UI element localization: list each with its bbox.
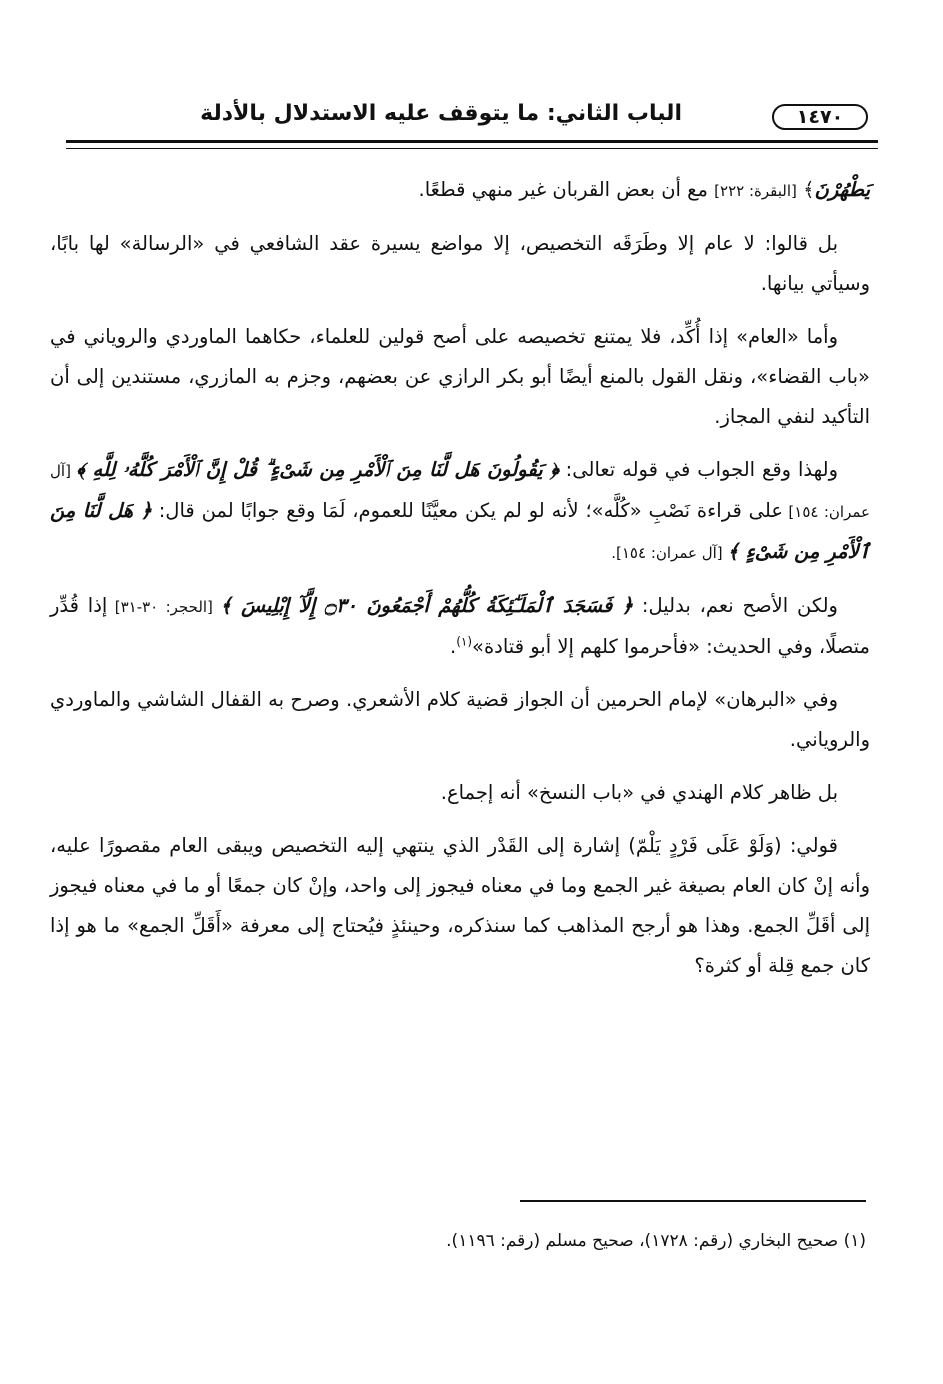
footnote: (١) صحيح البخاري (رقم: ١٧٢٨)، صحيح مسلم (رقم: ١١٩٦). bbox=[446, 1231, 866, 1251]
paragraph-3 bbox=[50, 317, 870, 437]
paragraph-2 bbox=[50, 224, 870, 304]
header-rule-thick bbox=[66, 140, 878, 143]
paragraph-text: إذا قُدِّر متصلًا، وفي الحديث: «فأحرموا كلهم إلا أبو قتادة» bbox=[50, 594, 870, 658]
body-text bbox=[50, 170, 870, 999]
verse-reference: [الحجر: ٣٠-٣١] bbox=[107, 598, 221, 616]
page-header bbox=[66, 96, 878, 138]
paragraph-5 bbox=[50, 586, 870, 667]
paragraph-4 bbox=[50, 450, 870, 573]
paragraph-7 bbox=[50, 773, 870, 813]
paragraph-text: وأما «العام» إذا أُكِّد، فلا يمتنع تخصيصه على أصح قولين للعلماء، حكاهما الماوردي والروياني في «باب القضاء»، ونقل القول بالمنع أيضًا أبو بكر الرازي عن بعضهم، وجزم به المازري، مستندين إلى أن التأكيد لنفي المجاز. bbox=[50, 325, 870, 428]
header-rule-thin bbox=[66, 148, 878, 149]
quran-verse: ﴿ يَقُولُونَ هَل لَّنَا مِنَ ٱلْأَمْرِ مِن شَىْءٍ ۗ قُلْ إِنَّ ٱلْأَمْرَ كُلَّهُۥ لِلَّهِ ﴾ bbox=[76, 458, 559, 481]
quran-verse: ﴿ فَسَجَدَ ٱلْمَلَـٰٓئِكَةُ كُلُّهُمْ أَجْمَعُونَ ۝٣٠ إِلَّآ إِبْلِيسَ ﴾ bbox=[220, 594, 634, 617]
paragraph-text: ولكن الأصح نعم، بدليل: bbox=[633, 594, 838, 617]
paragraph-text: على قراءة نَصْبِ «كُلَّه»؛ لأنه لو لم يكن معيَّنًا للعموم، لَمَا وقع جوابًا لمن قال: bbox=[151, 499, 783, 522]
footnote-separator bbox=[520, 1200, 866, 1202]
paragraph-text: ولهذا وقع الجواب في قوله تعالى: bbox=[558, 458, 838, 481]
paragraph-text: . bbox=[450, 635, 457, 658]
paragraph-text: بل قالوا: لا عام إلا وطَرَقَه التخصيص، إلا مواضع يسيرة عقد الشافعي في «الرسالة» لها بابًا، وسيأتي بيانها. bbox=[50, 232, 870, 295]
paragraph-text: وفي «البرهان» لإمام الحرمين أن الجواز قضية كلام الأشعري. وصرح به القفال الشاشي والماوردي والروياني. bbox=[50, 688, 870, 751]
paragraph-6 bbox=[50, 680, 870, 760]
verse-reference: [البقرة: ٢٢٢] bbox=[714, 182, 797, 200]
paragraph-8 bbox=[50, 826, 870, 986]
quran-verse: ﴿ هَل لَّنَا مِنَ ٱلْأَمْرِ مِن شَىْءٍ ﴾ bbox=[50, 499, 870, 563]
verse-reference: [آل عمران: ١٥٤]. bbox=[611, 544, 728, 562]
verse-reference: [آل عمران: ١٥٤] bbox=[50, 462, 870, 521]
paragraph-1: يَطْهُرْنَ﴾ [البقرة: ٢٢٢] مع أن بعض القربان غير منهي قطعًا. bbox=[418, 178, 870, 201]
running-title: الباب الثاني: ما يتوقف عليه الاستدلال بالأدلة bbox=[200, 101, 682, 126]
paragraph-text: بل ظاهر كلام الهندي في «باب النسخ» أنه إجماع. bbox=[440, 781, 838, 804]
footnote-marker[interactable]: (١) bbox=[456, 634, 473, 649]
page-number: ١٤٧٠ bbox=[772, 104, 868, 130]
paragraph-text: مع أن بعض القربان غير منهي قطعًا. bbox=[418, 178, 715, 201]
quran-verse: يَطْهُرْنَ bbox=[814, 178, 870, 201]
paragraph-text: قولي: (وَلَوْ عَلَى فَرْدٍ يَلْمّ) إشارة إلى القَدْر الذي ينتهي إليه التخصيص ويبقى العام مقصورًا عليه، وأنه إنْ كان العام بصيغة غير الجمع وما في معناه فيجوز إلى واحد، وإنْ كان جمعًا أو ما في معناه فيجوز إلى أقَلِّ الجمع. وهذا هو أرجح المذاهب كما سنذكره، وحينئذٍ فيُحتاج إلى معرفة «أَقَلِّ الجمع» ما هو إذا كان جمع قِلة أو كثرة؟ bbox=[50, 834, 870, 977]
